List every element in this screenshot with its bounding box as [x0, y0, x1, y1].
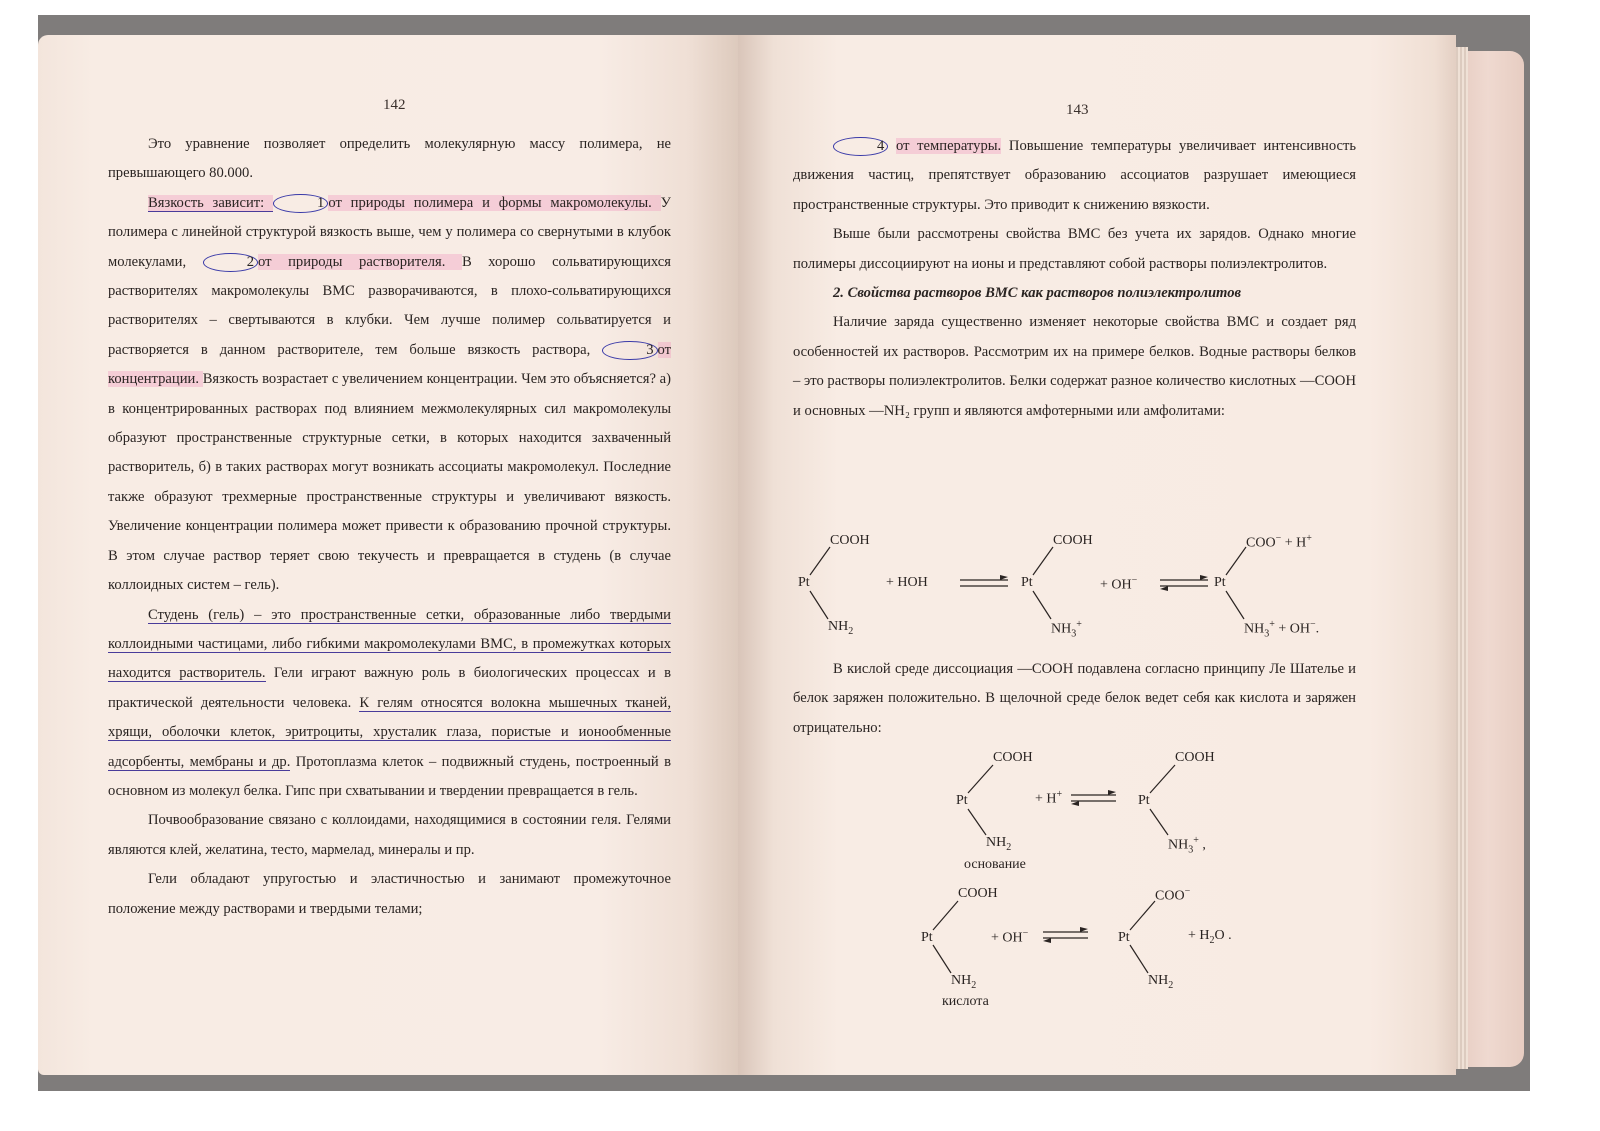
paragraph: Выше были рассмотрены свойства ВМС без учета их зарядов. Однако многие полимеры диссоциируют на ионы и представляют собой растворы полиэлектролитов. [793, 226, 1356, 272]
chem-cooh: COOH [958, 886, 998, 901]
chem-nh3: $NH_3^+$ , [1168, 835, 1206, 856]
label-acid: кислота [942, 994, 989, 1009]
underlined-text: Студень (гель) – это пространственные сетки, образованные либо твердыми коллоидными частицами, либо гибкими макромолекулами ВМС, в промежутках которых находится растворитель. [108, 606, 671, 682]
chem-pt: Pt [1118, 930, 1130, 945]
chem-cooh: COOH [1053, 533, 1093, 548]
highlight-text: от температуры. [896, 138, 1002, 154]
chem-cooh: COOH [1175, 750, 1215, 765]
chem-nh2: $NH_2$ [1148, 973, 1174, 991]
chem-nh2: $NH_2$ [986, 835, 1012, 853]
chem-plus-oh: + OH− [1100, 575, 1138, 593]
highlight-text: от природы полимера и формы макромолекулы. [328, 194, 661, 211]
paragraph: Гели обладают упругостью и эластичностью и занимают промежуточное положение между растворами и твердыми телами; [108, 871, 671, 917]
chem-pt: Pt [1214, 575, 1226, 590]
circled-mark: 1 [273, 194, 328, 213]
chem-nh2: $NH_2$ [828, 619, 854, 637]
paragraph: Это уравнение позволяет определить молекулярную массу полимера, не превышающего 80.000. [108, 136, 671, 182]
text: Вязкость возрастает с увеличением концентрации. Чем это объясняется? а) в концентрированных растворах под влиянием межмолекулярных сил макромолекулы образуют пространственные структурные сетки, в которых находится захваченный растворитель, б) в таких растворах могут возникать ассоциаты макромолекул. Последние также образуют трехмерные пространственные структуры и увеличивают вязкость. Увеличение концентрации полимера может привести к образованию прочной структуры. В этом случае раствор теряет свою текучесть и превращается в студень (в случае коллоидных систем – гель). [108, 371, 671, 594]
text: Протоплазма клеток – подвижный студень, построенный в основном из молекул белка. Гипс при схватывании и твердении превращается в гель. [108, 753, 671, 799]
chem-pt: Pt [956, 793, 968, 808]
chem-plus-h: + H+ [1035, 789, 1063, 807]
highlight-text: Вязкость зависит: [148, 194, 274, 211]
book-cover-edge [1464, 51, 1524, 1067]
chem-cooh: COOH [993, 750, 1033, 765]
paragraph: Почвообразование связано с коллоидами, находящимися в состоянии геля. Гелями являются клей, желатина, тесто, мармелад, минералы и пр. [108, 812, 671, 858]
highlight-text: от концентрации. [108, 341, 671, 388]
chem-nh3: $NH_3^+ + OH^-$. [1244, 619, 1320, 640]
chem-coo: COO− + H+ [1246, 533, 1312, 551]
chem-pt: Pt [1138, 793, 1150, 808]
section-heading: 2. Свойства растворов ВМС как растворов полиэлектролитов [833, 285, 1242, 302]
bond-lines [738, 35, 1456, 1075]
chem-nh3: $NH_3^+$ [1051, 619, 1082, 640]
chem-plus-oh: + OH− [991, 928, 1029, 946]
circled-mark: 2 [203, 253, 258, 272]
text: Гели играют важную роль в биологических процессах и в практической деятельности человека. [108, 665, 671, 711]
page-number-left: 142 [383, 97, 406, 113]
chem-nh2: $NH_2$ [951, 973, 977, 991]
chem-pt: Pt [798, 575, 810, 590]
book-scan [38, 15, 1530, 1091]
chem-pt: Pt [1021, 575, 1033, 590]
label-base: основание [964, 857, 1026, 872]
text: В хорошо сольватирующихся растворителях макромолекулы ВМС разворачиваются, в плохо-сольватирующихся растворителях – свертываются в клубки. Чем лучше полимер сольватируется и растворяется в данном растворителе, тем больше вязкость раствора, [108, 253, 671, 358]
chem-pt: Pt [921, 930, 933, 945]
left-page [38, 35, 738, 1075]
right-page-text-2 [793, 655, 1356, 743]
page-number-right: 143 [1066, 102, 1089, 118]
chem-plus-h2o: + $H_2O$ . [1188, 928, 1232, 946]
paragraph: Наличие заряда существенно изменяет некоторые свойства ВМС и создает ряд особенностей их растворов. Рассмотрим их на примере белков. Водные растворы белков – это растворы полиэлектролитов. Белки содержат разное количество кислотных —COOH и основных —NH₂ групп и являются амфотерными или амфолитами: [793, 314, 1356, 419]
chem-cooh: COOH [830, 533, 870, 548]
text: Повышение температуры увеличивает интенсивность движения частиц, препятствует образованию ассоциатов разрушает имеющиеся пространственные структуры. Это приводит к снижению вязкости. [793, 138, 1357, 213]
paragraph: В кислой среде диссоциация —COOH подавлена согласно принципу Ле Шателье и белок заряжен положительно. В щелочной среде белок ведет себя как кислота и заряжен отрицательно: [793, 661, 1356, 736]
circled-mark: 4 [833, 137, 888, 156]
right-page [738, 35, 1456, 1075]
chem-plus-hoh: + HOH [886, 575, 928, 590]
circled-mark: 3 [602, 341, 657, 360]
left-page-text [108, 130, 671, 924]
text: У полимера с линейной структурой вязкость выше, чем у полимера со свернутыми в клубок молекулами, [108, 194, 671, 270]
paragraph-viscosity [108, 189, 671, 601]
paragraph-gel [108, 601, 671, 807]
highlight-text: от природы растворителя. [258, 253, 462, 270]
underlined-text: К гелям относятся волокна мышечных тканей, хрящи, оболочки клеток, эритроциты, хрусталик глаза, пористые и ионообменные адсорбенты, мембраны и др. [108, 694, 671, 770]
chem-coo: COO− [1155, 886, 1191, 904]
